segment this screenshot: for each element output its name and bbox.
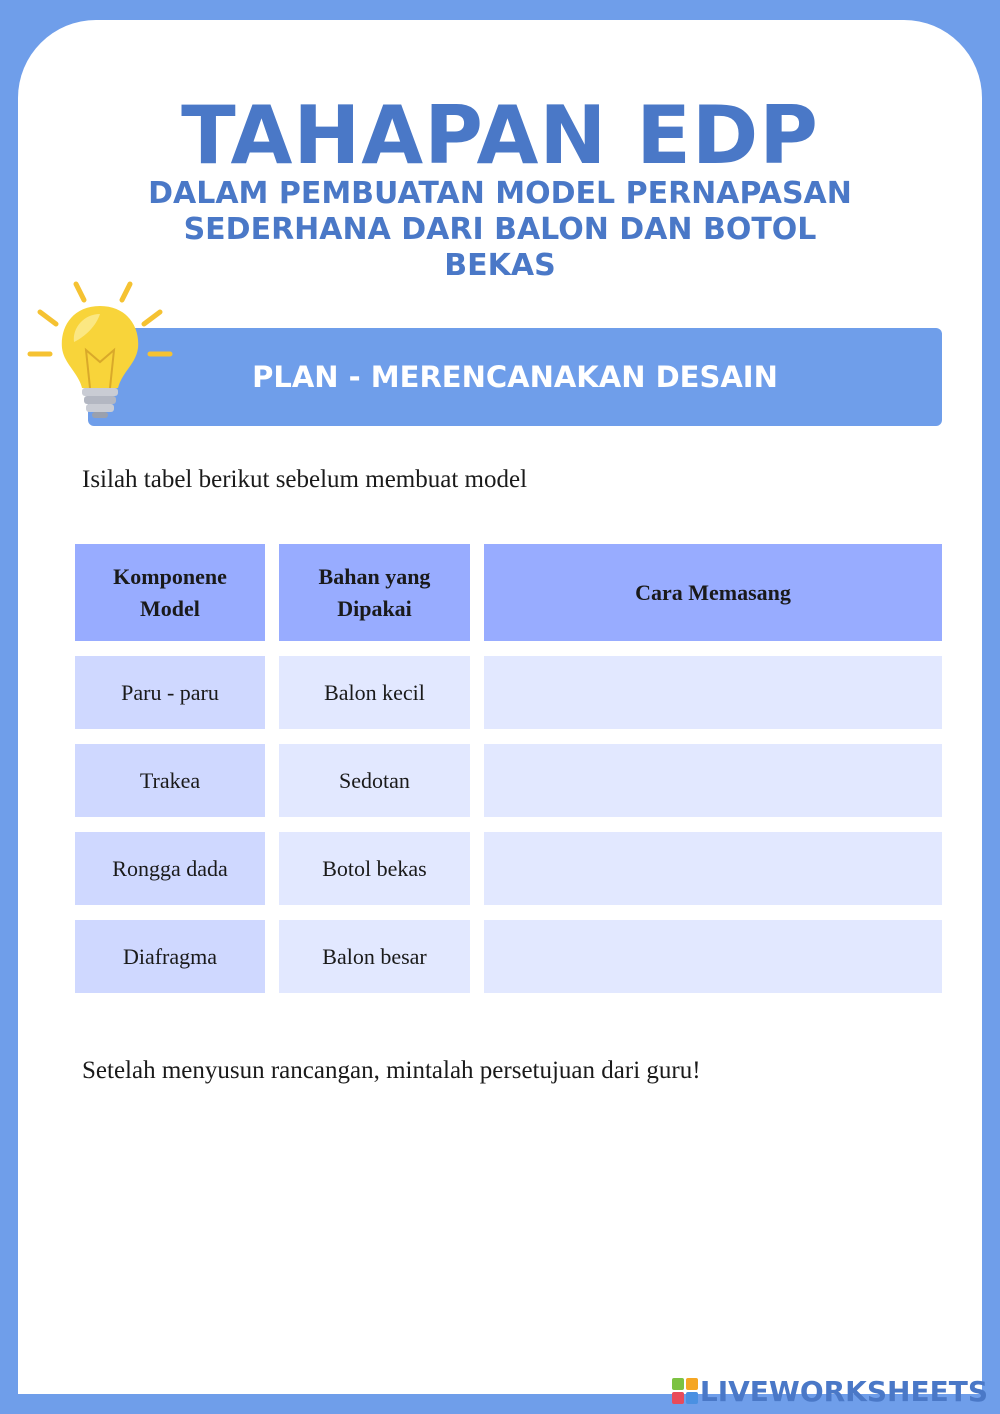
table-cell-komponen: Paru - paru [75, 656, 265, 729]
table-cell-bahan: Balon besar [279, 920, 470, 993]
table-input-cara[interactable] [484, 920, 942, 993]
liveworksheets-logo-icon [672, 1378, 698, 1404]
subtitle-line-2: SEDERHANA DARI BALON DAN BOTOL [183, 212, 817, 247]
table-cell-komponen: Diafragma [75, 920, 265, 993]
subtitle-line-1: DALAM PEMBUATAN MODEL PERNAPASAN [148, 176, 852, 211]
table-cell-komponen: Rongga dada [75, 832, 265, 905]
table-header-cara: Cara Memasang [484, 544, 942, 641]
table-input-cara[interactable] [484, 832, 942, 905]
table-cell-komponen: Trakea [75, 744, 265, 817]
page-subtitle [120, 176, 880, 284]
brand-logo[interactable] [672, 1374, 988, 1408]
brand-logo-text: LIVEWORKSHEETS [699, 1374, 988, 1408]
instruction-intro: Isilah tabel berikut sebelum membuat model [82, 466, 528, 493]
lightbulb-icon [26, 278, 174, 428]
table-header-bahan: Bahan yang Dipakai [279, 544, 470, 641]
table-input-cara[interactable] [484, 656, 942, 729]
subtitle-line-3: BEKAS [444, 248, 556, 283]
table-cell-bahan: Botol bekas [279, 832, 470, 905]
section-banner [88, 328, 942, 426]
table-cell-bahan: Balon kecil [279, 656, 470, 729]
page-title: TAHAPAN EDP [181, 89, 819, 182]
section-banner-label: PLAN - MERENCANAKAN DESAIN [252, 360, 778, 394]
table-header-komponen: Komponene Model [75, 544, 265, 641]
instruction-outro: Setelah menyusun rancangan, mintalah persetujuan dari guru! [82, 1057, 701, 1084]
table-cell-bahan: Sedotan [279, 744, 470, 817]
table-input-cara[interactable] [484, 744, 942, 817]
